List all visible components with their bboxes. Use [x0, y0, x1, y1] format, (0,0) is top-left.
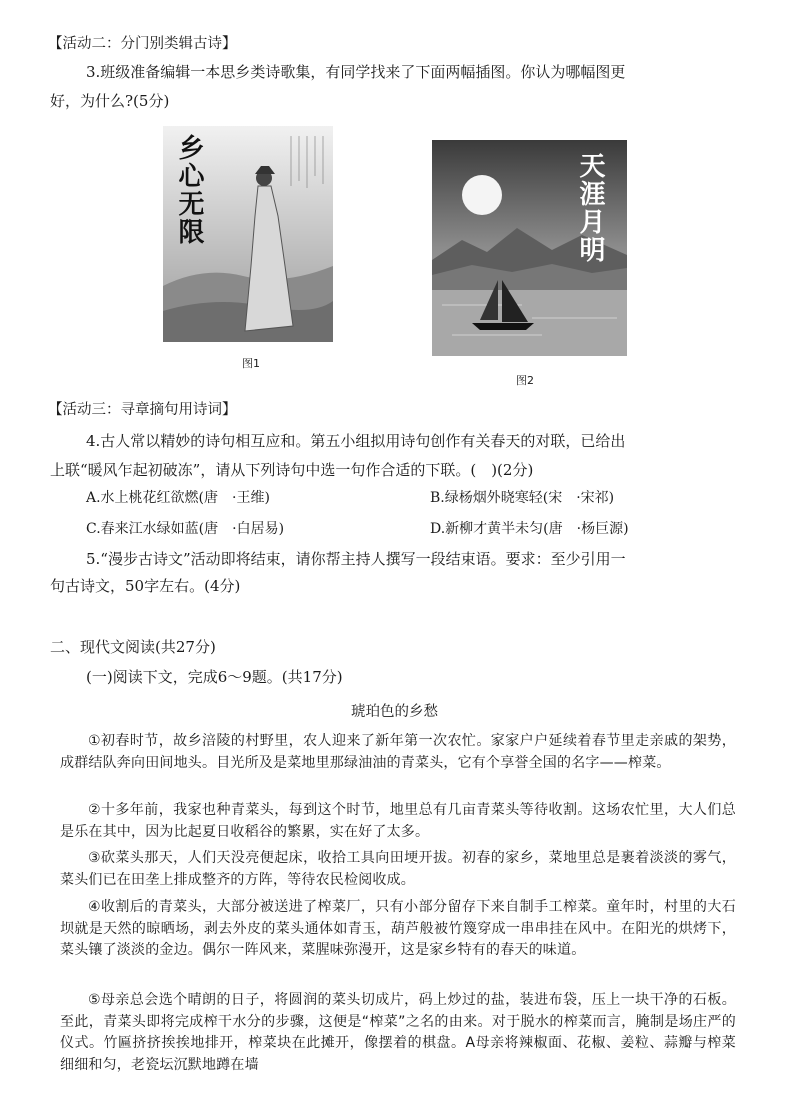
- question-3-line2: 好，为什么?(5分): [50, 92, 170, 110]
- activity2-heading: 【活动二：分门别类辑古诗】: [48, 36, 237, 52]
- section-2-subheading: (一)阅读下文，完成6～9题。(共17分): [86, 668, 343, 686]
- option-d: D.新柳才黄半未匀(唐 ·杨巨源): [430, 521, 629, 537]
- option-c: C.春来江水绿如蓝(唐 ·白居易): [86, 521, 285, 537]
- article-title: 琥珀色的乡愁: [351, 704, 438, 720]
- section-2-heading: 二、现代文阅读(共27分): [50, 638, 216, 656]
- figure-1-caption: 图1: [242, 357, 260, 370]
- question-4-line2: 上联“暖风乍起初破冻”，请从下列诗句中选一句作合适的下联。( )(2分): [50, 461, 534, 479]
- figure-2-image: [432, 140, 627, 356]
- figure-2-caption: 图2: [516, 374, 534, 387]
- activity3-heading: 【活动三：寻章摘句用诗词】: [48, 402, 237, 418]
- question-4-line1: 4.古人常以精妙的诗句相互应和。第五小组拟用诗句创作有关春天的对联，已给出: [86, 432, 626, 450]
- article-paragraph-2: ②十多年前，我家也种青菜头，每到这个时节，地里总有几亩青菜头等待收割。这场农忙里，大人们总是乐在其中，因为比起夏日收稻谷的繁累，实在好了太多。: [60, 802, 736, 840]
- question-5-line2: 句古诗文，50字左右。(4分): [50, 577, 241, 595]
- option-a: A.水上桃花红欲燃(唐 ·王维): [86, 490, 270, 506]
- figure-2-title: 天涯月明: [575, 152, 605, 264]
- figure-1-title: 乡心无限: [174, 134, 204, 246]
- article-paragraph-4: ④收割后的青菜头，大部分被送进了榨菜厂，只有小部分留存下来自制手工榨菜。童年时，村里的大石坝就是天然的晾晒场，剥去外皮的菜头通体如青玉，葫芦般被竹篾穿成一串串挂在风中。在阳光的烘烤下，菜头镶了淡淡的金边。偶尔一阵风来，菜腥味弥漫开，这是家乡特有的春天的味道。: [60, 899, 736, 958]
- question-3-line1: 3.班级准备编辑一本思乡类诗歌集，有同学找来了下面两幅插图。你认为哪幅图更: [86, 63, 626, 81]
- article-paragraph-3: ③砍菜头那天，人们天没亮便起床，收拾工具向田埂开拔。初春的家乡，菜地里总是裹着淡淡的雾气，菜头们已在田垄上排成整齐的方阵，等待农民检阅收成。: [60, 850, 736, 888]
- article-paragraph-5: ⑤母亲总会选个晴朗的日子，将圆润的菜头切成片，码上炒过的盐，装进布袋，压上一块干净的石板。至此，青菜头即将完成榨干水分的步骤，这便是“榨菜”之名的由来。对于脱水的榨菜而言，腌制是场庄严的仪式。竹匾挤挤挨挨地排开，榨菜块在此摊开，像摆着的棋盘。A母亲将辣椒面、花椒、姜粒、蒜瓣与榨菜细细和匀，老瓷坛沉默地蹲在墙: [60, 992, 736, 1073]
- option-b: B.绿杨烟外晓寒轻(宋 ·宋祁): [430, 490, 615, 506]
- question-5-line1: 5.“漫步古诗文”活动即将结束，请你帮主持人撰写一段结束语。要求：至少引用一: [86, 550, 626, 568]
- figure-1-image: [163, 126, 333, 342]
- article-paragraph-1: ①初春时节，故乡涪陵的村野里，农人迎来了新年第一次农忙。家家户户延续着春节里走亲戚的架势，成群结队奔向田间地头。目光所及是菜地里那绿油油的青菜头，它有个享誉全国的名字——榨菜。: [60, 733, 736, 771]
